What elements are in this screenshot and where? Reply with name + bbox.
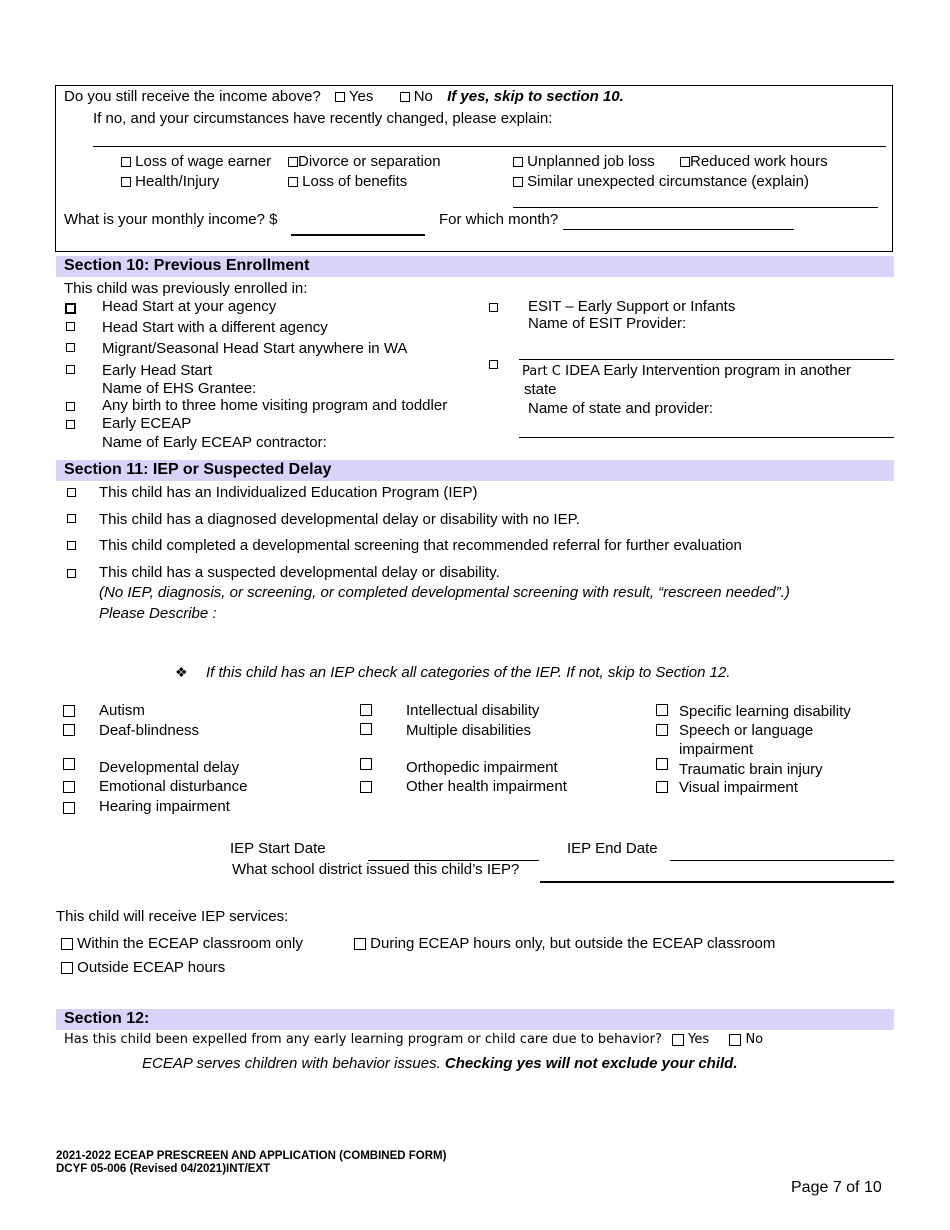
ehs-grantee-label: Name of EHS Grantee: <box>102 380 257 397</box>
reason-benefits[interactable] <box>288 173 407 190</box>
checkbox-esit[interactable] <box>489 303 498 312</box>
checkbox-suspected[interactable] <box>67 569 76 578</box>
checkbox-specific-learning[interactable] <box>656 704 668 716</box>
checkbox[interactable] <box>288 177 298 187</box>
checkbox[interactable] <box>61 962 73 974</box>
checkbox-has-iep[interactable] <box>67 488 76 497</box>
similar-explain-line[interactable] <box>513 207 878 208</box>
service-label: Outside ECEAP hours <box>77 959 226 976</box>
checkbox[interactable] <box>121 157 131 167</box>
checkbox-orthopedic[interactable] <box>360 758 372 770</box>
reason-reduced-hours[interactable] <box>680 153 828 170</box>
checkbox[interactable] <box>121 177 131 187</box>
service-during-hours[interactable] <box>354 935 775 952</box>
enroll-migrant: Migrant/Seasonal Head Start anywhere in WA <box>102 340 408 357</box>
checkbox-diagnosed[interactable] <box>67 514 76 523</box>
checkbox-head-start-agency[interactable] <box>65 303 76 314</box>
checkbox-head-start-other[interactable] <box>66 322 75 331</box>
iep-start-label: IEP Start Date <box>230 840 326 857</box>
checkbox[interactable] <box>288 157 298 167</box>
income-question: Do you still receive the income above? <box>64 88 321 105</box>
esit-provider-field[interactable] <box>519 359 894 360</box>
checkbox-migrant[interactable] <box>66 343 75 352</box>
reason-label: Health/Injury <box>135 173 220 190</box>
services-label: This child will receive IEP services: <box>56 908 289 925</box>
cat-tbi: Traumatic brain injury <box>679 761 823 778</box>
enroll-part-c <box>522 362 851 379</box>
service-label: During ECEAP hours only, but outside the ECEAP classroom <box>370 935 776 952</box>
part-c-prefix: Part C <box>522 364 561 379</box>
income-question-row <box>64 88 624 105</box>
iep-instruction: If this child has an IEP check all categories of the IEP. If not, skip to Section 12. <box>206 664 731 681</box>
income-explain-prompt: If no, and your circumstances have recently changed, please explain: <box>93 110 553 127</box>
checkbox-other-health[interactable] <box>360 781 372 793</box>
enroll-ehs: Early Head Start <box>102 362 213 379</box>
month-label: For which month? <box>439 211 559 228</box>
income-yes-checkbox[interactable] <box>335 92 345 102</box>
checkbox[interactable] <box>61 938 73 950</box>
checkbox[interactable] <box>513 177 523 187</box>
checkbox-birth-to-three[interactable] <box>66 402 75 411</box>
part-c-provider-field[interactable] <box>519 437 894 438</box>
income-no-label: No <box>413 88 433 105</box>
reason-label: Unplanned job loss <box>527 153 655 170</box>
footer-form-title: 2021-2022 ECEAP PRESCREEN AND APPLICATION (COMBINED FORM) <box>56 1150 447 1162</box>
section-11-header <box>56 460 894 481</box>
expelled-no-label: No <box>745 1032 764 1047</box>
esit-provider-label: Name of ESIT Provider: <box>528 315 687 332</box>
explain-line[interactable] <box>93 146 886 147</box>
enroll-head-start-agency: Head Start at your agency <box>102 298 277 315</box>
reason-similar[interactable] <box>513 173 809 190</box>
diamond-bullet-icon: ❖ <box>175 664 188 680</box>
checkbox-visual[interactable] <box>656 781 668 793</box>
statement-screening: This child completed a developmental screening that recommended referral for further evaluation <box>99 537 742 554</box>
section-12-title: Section 12: <box>64 1010 150 1027</box>
footer-form-id: DCYF 05-006 (Revised 04/2021)INT/EXT <box>56 1163 271 1175</box>
behavior-note-italic: ECEAP serves children with behavior issues. <box>142 1055 441 1072</box>
checkbox[interactable] <box>354 938 366 950</box>
checkbox-multiple[interactable] <box>360 723 372 735</box>
cat-other-health: Other health impairment <box>406 778 567 795</box>
checkbox-autism[interactable] <box>63 705 75 717</box>
checkbox-deaf-blindness[interactable] <box>63 724 75 736</box>
checkbox-ehs[interactable] <box>66 365 75 374</box>
expelled-no-checkbox[interactable] <box>729 1034 741 1046</box>
reason-label: Reduced work hours <box>690 153 828 170</box>
section-10-title: Section 10: Previous Enrollment <box>64 257 310 274</box>
reason-loss-wage[interactable] <box>121 153 271 170</box>
reason-label: Loss of benefits <box>302 173 408 190</box>
reason-divorce[interactable] <box>288 153 441 170</box>
expelled-yes-checkbox[interactable] <box>672 1034 684 1046</box>
checkbox-speech[interactable] <box>656 724 668 736</box>
statement-diagnosed: This child has a diagnosed developmental delay or disability with no IEP. <box>99 511 580 528</box>
part-c-provider-label: Name of state and provider: <box>528 400 714 417</box>
service-label: Within the ECEAP classroom only <box>77 935 303 952</box>
checkbox-developmental-delay[interactable] <box>63 758 75 770</box>
cat-deaf-blindness: Deaf-blindness <box>99 722 200 739</box>
part-c-label-2: state <box>524 381 557 398</box>
section-10-header <box>56 256 894 277</box>
service-outside-hours[interactable] <box>61 959 225 976</box>
enroll-head-start-other: Head Start with a different agency <box>102 319 328 336</box>
statement-has-iep: This child has an Individualized Education Program (IEP) <box>99 484 478 501</box>
early-eceap-contractor-label: Name of Early ECEAP contractor: <box>102 434 327 451</box>
checkbox-tbi[interactable] <box>656 758 668 770</box>
cat-speech: Speech or language <box>679 722 814 739</box>
checkbox-screening[interactable] <box>67 541 76 550</box>
expelled-yes-label: Yes <box>688 1032 710 1047</box>
section-10-intro: This child was previously enrolled in: <box>64 280 308 297</box>
cat-autism: Autism <box>99 702 145 719</box>
iep-end-field[interactable] <box>670 860 894 861</box>
month-field[interactable] <box>563 229 794 230</box>
reason-job-loss[interactable] <box>513 153 655 170</box>
enroll-early-eceap: Early ECEAP <box>102 415 192 432</box>
checkbox-intellectual[interactable] <box>360 704 372 716</box>
cat-speech-2: impairment <box>679 741 754 758</box>
cat-orthopedic: Orthopedic impairment <box>406 759 558 776</box>
cat-intellectual: Intellectual disability <box>406 702 540 719</box>
reason-label: Divorce or separation <box>298 153 441 170</box>
cat-specific-learning: Specific learning disability <box>679 703 851 720</box>
cat-emotional: Emotional disturbance <box>99 778 248 795</box>
checkbox-emotional[interactable] <box>63 781 75 793</box>
reason-label: Similar unexpected circumstance (explain) <box>527 173 809 190</box>
cat-hearing: Hearing impairment <box>99 798 230 815</box>
describe-label: Please Describe : <box>99 605 217 622</box>
income-yes-label: Yes <box>348 88 374 105</box>
iep-end-label: IEP End Date <box>567 840 658 857</box>
district-label: What school district issued this child’s IEP? <box>232 861 520 878</box>
page-number: Page 7 of 10 <box>791 1179 882 1196</box>
income-no-checkbox[interactable] <box>400 92 410 102</box>
behavior-note <box>142 1055 738 1072</box>
suspected-note: (No IEP, diagnosis, or screening, or completed developmental screening with result, “rescreen needed”.) <box>99 584 790 601</box>
enroll-esit: ESIT – Early Support or Infants <box>528 298 736 315</box>
cat-multiple: Multiple disabilities <box>406 722 532 739</box>
expelled-question-row <box>64 1032 763 1047</box>
part-c-label: IDEA Early Intervention program in another <box>565 362 852 379</box>
checkbox-part-c[interactable] <box>489 360 498 369</box>
reason-health[interactable] <box>121 173 219 190</box>
checkbox[interactable] <box>513 157 523 167</box>
district-field[interactable] <box>540 881 894 883</box>
section-12-header <box>56 1009 894 1030</box>
service-within-classroom[interactable] <box>61 935 303 952</box>
checkbox[interactable] <box>680 157 690 167</box>
monthly-income-field[interactable] <box>291 234 425 236</box>
reason-label: Loss of wage earner <box>135 153 272 170</box>
enroll-birth-to-three: Any birth to three home visiting program and toddler <box>102 397 448 414</box>
statement-suspected: This child has a suspected developmental delay or disability. <box>99 564 500 581</box>
monthly-income-label: What is your monthly income? $ <box>64 211 278 228</box>
behavior-note-bold: Checking yes will not exclude your child. <box>444 1055 738 1072</box>
expelled-question: Has this child been expelled from any early learning program or child care due to behavior? <box>64 1032 662 1047</box>
section-11-title: Section 11: IEP or Suspected Delay <box>64 461 332 478</box>
cat-developmental-delay: Developmental delay <box>99 759 240 776</box>
checkbox-early-eceap[interactable] <box>66 420 75 429</box>
income-skip-note: If yes, skip to section 10. <box>447 88 624 105</box>
checkbox-hearing[interactable] <box>63 802 75 814</box>
cat-visual: Visual impairment <box>679 779 798 796</box>
